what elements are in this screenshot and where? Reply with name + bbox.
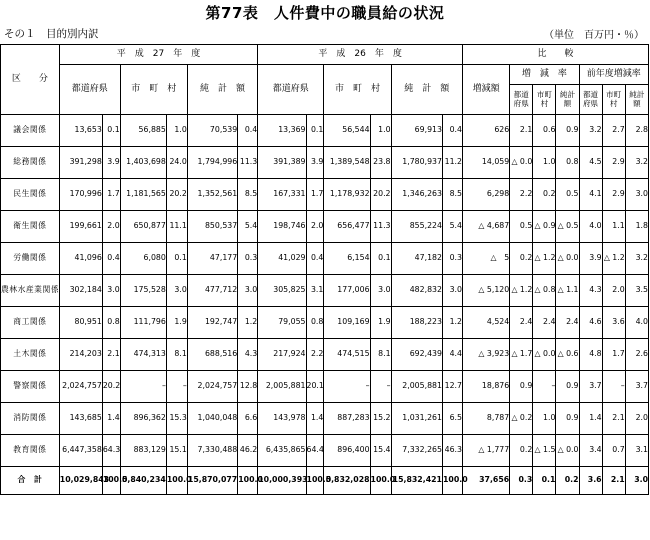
cell-value: 482,832 [391,275,442,307]
cell-value: 6,080 [120,243,166,275]
cell-value: △ 1,777 [462,435,509,467]
cell-value: 4.1 [579,179,602,211]
total-row [1,467,649,495]
header-zougengaku: 増減額 [462,65,509,115]
cell-value: – [533,371,556,403]
cell-value: 111,796 [120,307,166,339]
cell-value: 23.8 [370,147,391,179]
cell-value: 4.3 [238,339,258,371]
cell-value: 5.4 [238,211,258,243]
cell-value: 1.2 [442,307,462,339]
cell-value: 1,352,561 [187,179,237,211]
cell-value: 11.3 [370,211,391,243]
cell-value: 214,203 [59,339,102,371]
cell-value: 4.0 [579,211,602,243]
cell-value: 46.3 [442,435,462,467]
cell-value: 3.6 [579,467,602,495]
header-h26-junkei: 純 計 額 [391,65,462,115]
cell-value: 5,840,234 [120,467,166,495]
cell-value: 391,298 [59,147,102,179]
cell-value: 20.1 [306,371,324,403]
cell-value: 3.9 [102,147,120,179]
header-h27-junkei: 純 計 額 [187,65,257,115]
cell-value: 0.4 [306,243,324,275]
cell-value: 2.0 [306,211,324,243]
cell-value: △ 0.0 [533,339,556,371]
header-prev-shichoson: 市町村 [602,85,625,115]
cell-value: 0.4 [238,115,258,147]
cell-value: 1.4 [306,403,324,435]
cell-value: 8.1 [166,339,187,371]
cell-value: 3.0 [442,275,462,307]
cell-value: 3.9 [306,147,324,179]
cell-value: 199,661 [59,211,102,243]
cell-value: 2.2 [306,339,324,371]
row-label: 商工関係 [1,307,60,339]
cell-value: 8.1 [370,339,391,371]
table-row [1,115,649,147]
cell-value: 1,389,548 [324,147,370,179]
cell-value: △ 1.1 [556,275,579,307]
cell-value: 1,031,261 [391,403,442,435]
cell-value: 1,181,565 [120,179,166,211]
cell-value: 474,515 [324,339,370,371]
cell-value: 3.0 [625,179,648,211]
table-row [1,403,649,435]
cell-value: 2,005,881 [258,371,306,403]
cell-value: 10,000,393 [258,467,306,495]
cell-value: 12.7 [442,371,462,403]
cell-value: △ 0.5 [556,211,579,243]
cell-value: 4.6 [579,307,602,339]
row-label: 民生関係 [1,179,60,211]
cell-value: 170,996 [59,179,102,211]
cell-value: 1.7 [102,179,120,211]
cell-value: 6.6 [238,403,258,435]
cell-value: 47,177 [187,243,237,275]
page-title: 第77表 人件費中の職員給の状況 [205,4,445,22]
cell-value: 302,184 [59,275,102,307]
cell-value: 0.1 [306,115,324,147]
cell-value: 192,747 [187,307,237,339]
cell-value: 855,224 [391,211,442,243]
cell-value: 0.3 [510,467,533,495]
cell-value: 143,685 [59,403,102,435]
cell-value: 79,055 [258,307,306,339]
cell-value: 3.0 [625,467,648,495]
row-label: 警察関係 [1,371,60,403]
cell-value: 626 [462,115,509,147]
header-h26-shichoson: 市 町 村 [324,65,391,115]
cell-value: 13,653 [59,115,102,147]
table-row [1,307,649,339]
cell-value: 10,029,843 [59,467,102,495]
cell-value: 1,403,698 [120,147,166,179]
cell-value: 477,712 [187,275,237,307]
cell-value: 5.4 [442,211,462,243]
cell-value: 0.3 [442,243,462,275]
cell-value: 8.5 [238,179,258,211]
cell-value: 143,978 [258,403,306,435]
cell-value: 391,389 [258,147,306,179]
cell-value: 650,877 [120,211,166,243]
cell-value: △ 3,923 [462,339,509,371]
cell-value: 2.1 [510,115,533,147]
cell-value: 2.0 [102,211,120,243]
cell-value: 2.4 [533,307,556,339]
cell-value: 1.4 [102,403,120,435]
table-row [1,211,649,243]
header-h27-todofuken: 都道府県 [59,65,120,115]
table-subtitle: その１ 目的別内訳 [4,28,99,40]
cell-value: 1.7 [602,339,625,371]
cell-value: 3.0 [238,275,258,307]
cell-value: 11.1 [166,211,187,243]
cell-value: – [602,371,625,403]
cell-value: 0.2 [556,467,579,495]
cell-value: △ 1.7 [510,339,533,371]
cell-value: 0.2 [533,179,556,211]
cell-value: 1,178,932 [324,179,370,211]
table-row [1,435,649,467]
cell-value: 0.3 [238,243,258,275]
cell-value: 4.0 [625,307,648,339]
cell-value: △ 0.0 [556,435,579,467]
table-row [1,179,649,211]
cell-value: 6,298 [462,179,509,211]
table-row [1,371,649,403]
cell-value: △ 1.2 [510,275,533,307]
cell-value: – [120,371,166,403]
cell-value: 2.0 [602,275,625,307]
cell-value: 1,346,263 [391,179,442,211]
header-rate-junkei: 純計額 [556,85,579,115]
header-prev-junkei: 純計額 [625,85,648,115]
unit-label: （単位 百万円・％） [544,30,644,41]
cell-value: 1.2 [238,307,258,339]
cell-value: 3.2 [625,243,648,275]
row-label: 労働関係 [1,243,60,275]
cell-value: 1.0 [533,403,556,435]
row-label: 総務関係 [1,147,60,179]
cell-value: 0.9 [556,403,579,435]
cell-value: △ 5 [462,243,509,275]
header-h26: 平 成 26 年 度 [258,45,463,65]
cell-value: 6,154 [324,243,370,275]
cell-value: 11.3 [238,147,258,179]
cell-value: 3.2 [579,115,602,147]
cell-value: 100.0 [102,467,120,495]
cell-value: 37,656 [462,467,509,495]
cell-value: 20.2 [166,179,187,211]
cell-value: 1.0 [370,115,391,147]
cell-value: 24.0 [166,147,187,179]
cell-value: 3.0 [102,275,120,307]
cell-value: 3.9 [579,243,602,275]
header-zougenritsu: 増 減 率 [510,65,579,85]
cell-value: 1.9 [166,307,187,339]
cell-value: 69,913 [391,115,442,147]
cell-value: 0.8 [306,307,324,339]
header-rate-todofuken: 都道府県 [510,85,533,115]
cell-value: 18,876 [462,371,509,403]
header-zennendo: 前年度増減率 [579,65,649,85]
cell-value: 8,787 [462,403,509,435]
cell-value: 4.3 [579,275,602,307]
cell-value: 0.2 [510,435,533,467]
cell-value: 305,825 [258,275,306,307]
cell-value: △ 0.6 [556,339,579,371]
cell-value: 2.1 [602,403,625,435]
cell-value: 0.4 [102,243,120,275]
cell-value: – [324,371,370,403]
cell-value: 5,832,028 [324,467,370,495]
cell-value: 3.0 [166,275,187,307]
cell-value: 3.7 [579,371,602,403]
cell-value: △ 1.2 [602,243,625,275]
cell-value: 2.2 [510,179,533,211]
cell-value: 3.0 [370,275,391,307]
cell-value: 2.0 [625,403,648,435]
cell-value: 109,169 [324,307,370,339]
cell-value: 887,283 [324,403,370,435]
cell-value: 1,040,048 [187,403,237,435]
cell-value: 47,182 [391,243,442,275]
cell-value: 20.2 [102,371,120,403]
cell-value: 20.2 [370,179,391,211]
cell-value: 8.5 [442,179,462,211]
cell-value: 2.9 [602,179,625,211]
cell-value: 4.4 [442,339,462,371]
header-hikaku: 比 較 [462,45,648,65]
cell-value: △ 0.0 [510,147,533,179]
cell-value: – [166,371,187,403]
cell-value: 188,223 [391,307,442,339]
cell-value: 4.8 [579,339,602,371]
cell-value: 15.3 [166,403,187,435]
cell-value: 1.8 [625,211,648,243]
cell-value: 1.1 [602,211,625,243]
cell-value: 15.1 [166,435,187,467]
row-label: 議会関係 [1,115,60,147]
cell-value: 850,537 [187,211,237,243]
cell-value: 656,477 [324,211,370,243]
cell-value: 100.0 [370,467,391,495]
cell-value: 0.4 [442,115,462,147]
row-label: 農林水産業関係 [1,275,60,307]
cell-value: 0.9 [556,371,579,403]
cell-value: 474,313 [120,339,166,371]
cell-value: 2,024,757 [59,371,102,403]
cell-value: 1.0 [166,115,187,147]
cell-value: △ 0.9 [533,211,556,243]
row-label: 衛生関係 [1,211,60,243]
cell-value: 2.1 [602,467,625,495]
table-row [1,275,649,307]
cell-value: 2,024,757 [187,371,237,403]
cell-value: △ 1.2 [533,243,556,275]
cell-value: 1.0 [533,147,556,179]
cell-value: 1.7 [306,179,324,211]
cell-value: 0.8 [556,147,579,179]
cell-value: 3.4 [579,435,602,467]
cell-value: 0.5 [510,211,533,243]
cell-value: 688,516 [187,339,237,371]
cell-value: 41,029 [258,243,306,275]
cell-value: 11.2 [442,147,462,179]
cell-value: 0.9 [556,115,579,147]
cell-value: △ 0.2 [510,403,533,435]
cell-value: 56,544 [324,115,370,147]
row-label: 教育関係 [1,435,60,467]
cell-value: 1,794,996 [187,147,237,179]
cell-value: 2,005,881 [391,371,442,403]
cell-value: 896,362 [120,403,166,435]
cell-value: 1.4 [579,403,602,435]
cell-value: 15.4 [370,435,391,467]
cell-value: 56,885 [120,115,166,147]
header-h27: 平 成 27 年 度 [59,45,257,65]
cell-value: 3.2 [625,147,648,179]
cell-value: 3.5 [625,275,648,307]
table-body [1,115,649,495]
cell-value: 198,746 [258,211,306,243]
cell-value: 64.3 [102,435,120,467]
cell-value: 896,400 [324,435,370,467]
header-h27-shichoson: 市 町 村 [120,65,187,115]
cell-value: 2.7 [602,115,625,147]
cell-value: 15,870,077 [187,467,237,495]
cell-value: 7,332,265 [391,435,442,467]
header-prev-todofuken: 都道府県 [579,85,602,115]
cell-value: 13,369 [258,115,306,147]
cell-value: 1.9 [370,307,391,339]
header-rate-shichoson: 市町村 [533,85,556,115]
cell-value: 14,059 [462,147,509,179]
cell-value: 1,780,937 [391,147,442,179]
cell-value: 0.2 [510,243,533,275]
cell-value: 15.2 [370,403,391,435]
cell-value: △ 1.5 [533,435,556,467]
cell-value: 100.0 [306,467,324,495]
header-h26-todofuken: 都道府県 [258,65,324,115]
cell-value: 100.0 [166,467,187,495]
cell-value: 217,924 [258,339,306,371]
cell-value: 0.1 [102,115,120,147]
cell-value: △ 5,120 [462,275,509,307]
cell-value: 2.9 [602,147,625,179]
cell-value: 4.5 [579,147,602,179]
cell-value: 7,330,488 [187,435,237,467]
row-label: 土木関係 [1,339,60,371]
cell-value: 0.1 [533,467,556,495]
cell-value: 3.1 [306,275,324,307]
row-label: 消防関係 [1,403,60,435]
cell-value: 3.1 [625,435,648,467]
cell-value: 80,951 [59,307,102,339]
cell-value: 175,528 [120,275,166,307]
cell-value: 3.7 [625,371,648,403]
cell-value: 2.8 [625,115,648,147]
header-kubun: 区 分 [1,45,60,115]
cell-value: △ 0.0 [556,243,579,275]
cell-value: 6,447,358 [59,435,102,467]
cell-value: 15,832,421 [391,467,442,495]
cell-value: 883,129 [120,435,166,467]
cell-value: 2.4 [556,307,579,339]
cell-value: △ 4,687 [462,211,509,243]
cell-value: 2.4 [510,307,533,339]
salary-table [0,44,649,495]
cell-value: 0.8 [102,307,120,339]
cell-value: △ 0.8 [533,275,556,307]
cell-value: 0.5 [556,179,579,211]
table-row [1,339,649,371]
cell-value: 41,096 [59,243,102,275]
cell-value: 0.1 [166,243,187,275]
cell-value: 2.6 [625,339,648,371]
table-row [1,243,649,275]
cell-value: – [370,371,391,403]
cell-value: 0.9 [510,371,533,403]
cell-value: 0.6 [533,115,556,147]
cell-value: 0.1 [370,243,391,275]
cell-value: 6.5 [442,403,462,435]
cell-value: 100.0 [238,467,258,495]
cell-value: 46.2 [238,435,258,467]
cell-value: 4,524 [462,307,509,339]
row-label: 合 計 [1,467,60,495]
cell-value: 0.7 [602,435,625,467]
cell-value: 692,439 [391,339,442,371]
cell-value: 6,435,865 [258,435,306,467]
cell-value: 2.1 [102,339,120,371]
cell-value: 100.0 [442,467,462,495]
cell-value: 177,006 [324,275,370,307]
cell-value: 12.8 [238,371,258,403]
cell-value: 64.4 [306,435,324,467]
cell-value: 3.6 [602,307,625,339]
cell-value: 70,539 [187,115,237,147]
cell-value: 167,331 [258,179,306,211]
table-row [1,147,649,179]
